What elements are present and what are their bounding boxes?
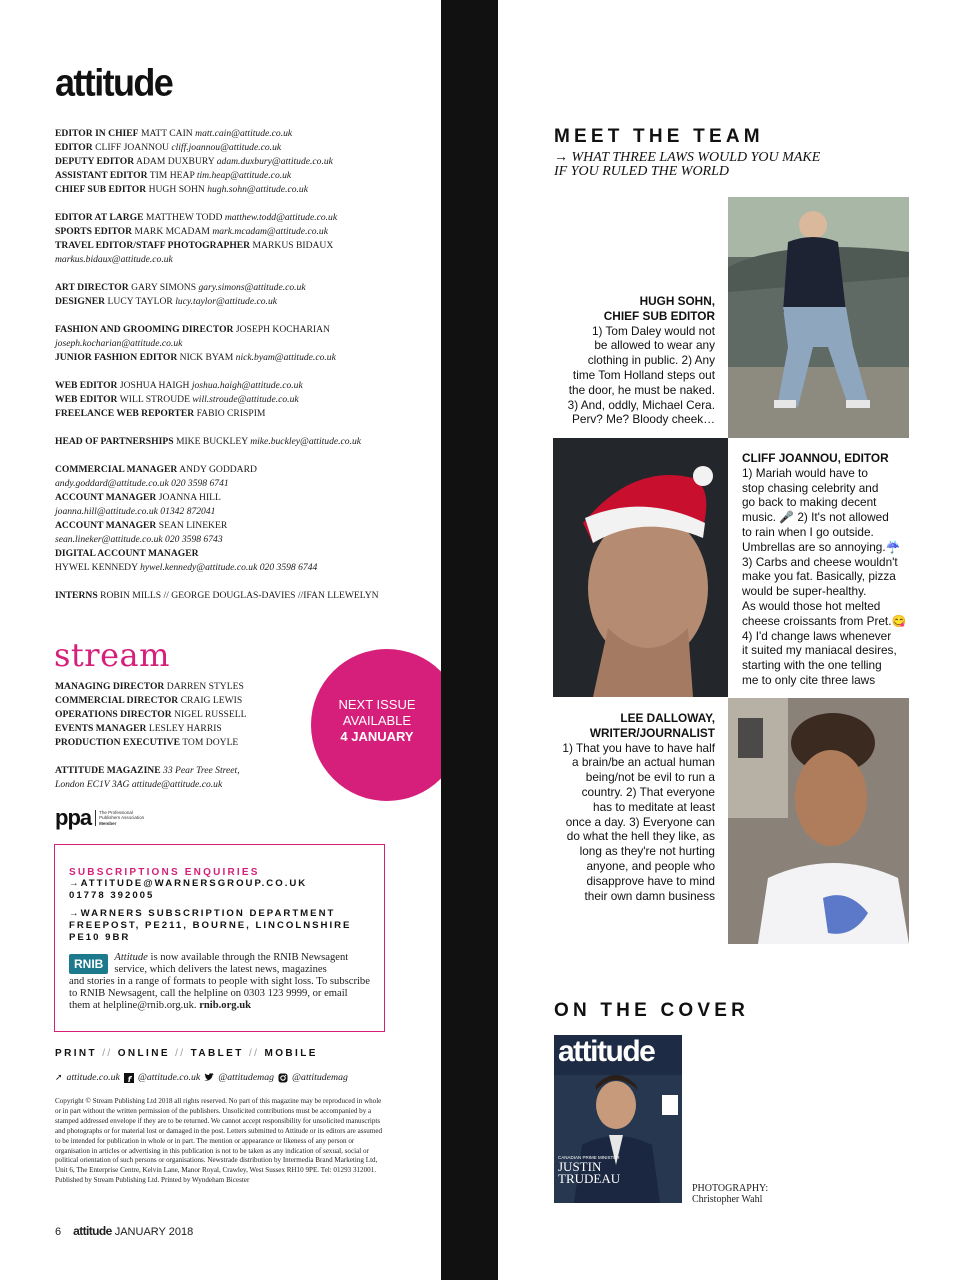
ppa-line1: The Professional [99,809,133,815]
staff-role: SPORTS EDITOR [55,226,133,237]
platform-mobile: MOBILE [264,1048,318,1059]
staff-line [55,589,425,603]
cover-name-2: TRUDEAU [558,1171,621,1186]
rnib-notice [69,952,370,976]
bio-line: clothing in public. 2) Any [587,353,715,368]
bio-line: anyone, and people who [586,858,715,873]
svg-text:f: f [127,1074,132,1083]
member-bio [552,741,715,904]
bio-line: Perv? Me? Bloody cheek… [572,412,715,427]
bio-line: 3) And, oddly, Michael Cera. [567,397,715,412]
staff-line [55,379,425,393]
bio-line: to rain when I go outside. [742,524,874,539]
member-name-line2: WRITER/JOURNALIST [589,725,715,740]
staff-email[interactable]: mike.buckley@attitude.co.uk [250,436,362,447]
staff-email[interactable]: gary.simons@attitude.co.uk [198,282,306,293]
photo-hugh [728,197,909,438]
staff-name: TIM HEAP [149,170,195,181]
team-member-hugh [552,294,715,427]
bio-line: their own damn business [584,888,715,903]
staff-line [55,547,425,561]
staff-line [55,239,425,253]
platform-sep-1: // [102,1048,113,1059]
staff-role: OPERATIONS DIRECTOR [55,709,172,720]
staff-name: NIGEL RUSSELL [174,709,247,720]
staff-group [55,463,425,575]
social-links [55,1072,348,1083]
bio-line: long as they're not hurting [579,844,715,859]
staff-role: COMMERCIAL MANAGER [55,464,178,475]
staff-line [55,491,425,505]
staff-line [55,407,425,421]
photo-credit [692,1183,768,1205]
next-issue-date: 4 JANUARY [340,729,414,744]
member-name-line1: LEE DALLOWAY, [620,711,715,725]
copyright-notice: Copyright © Stream Publishing Ltd 2018 all rights reserved. No part of this magazine may be reproduced in whole or in part without the written permission of the publishers. Unsolicited contributions must be accompanied by a stamped addressed envelope if they are to be returned. We cannot accept responsibility for unsolicited manuscripts and photographs or for material lost or damaged in the post. Letters submitted to Attitude or its editors are assumed to be intended for publication in whole or in part. The mention or appearance or likeness of any person or organisation in articles or advertising in this publication is not to be taken as any indication of sexual, social or political orientation of such persons or organisations. Newstrade distribution by Intermedia Brand Marketing Ltd, Unit 6, The Enterprise Centre, Kelvin Lane, Manor Royal, Crawley, West Sussex RH10 9PE. Tel: 01293 312001. Published by Stream Publishing Ltd. Printed by Wyndeham Bicester [55,1097,383,1185]
staff-role: DEPUTY EDITOR [55,156,135,167]
bio-line: do what the hell they like, as [566,829,715,844]
bio-line: once a day. 3) Everyone can [565,814,715,829]
bio-line: 4) I'd change laws whenever [742,628,892,643]
staff-group [55,281,425,309]
facebook-link[interactable]: @attitude.co.uk [137,1072,201,1083]
staff-email[interactable]: hugh.sohn@attitude.co.uk [207,184,308,195]
staff-email[interactable]: sean.lineker@attitude.co.uk 020 3598 6743 [55,534,223,545]
stream-staff-line [55,708,315,722]
staff-role: DIGITAL ACCOUNT MANAGER [55,548,199,559]
website-link[interactable]: attitude.co.uk [66,1072,120,1083]
platform-online: ONLINE [117,1048,170,1059]
bio-line: disapprove have to mind [586,873,715,888]
member-bio [742,466,912,688]
next-issue-line1: NEXT ISSUE [338,697,416,712]
staff-name: NICK BYAM [179,352,234,363]
staff-email[interactable]: andy.goddard@attitude.co.uk 020 3598 6741 [55,478,229,489]
staff-email[interactable]: adam.duxbury@attitude.co.uk [216,156,333,167]
staff-name: MATTHEW TODD [145,212,223,223]
staff-line [55,505,425,519]
ppa-text [95,810,144,827]
bio-line: music. 🎤 2) It's not allowed [742,510,889,525]
staff-name: MIKE BUCKLEY [175,436,248,447]
staff-line [55,295,425,309]
rnib-intro-italic: Attitude [114,952,148,963]
staff-email[interactable]: matthew.todd@attitude.co.uk [224,212,338,223]
bio-line: Umbrellas are so annoying.☔ [742,539,901,554]
member-name-line1: HUGH SOHN, [639,294,715,308]
twitter-icon [204,1073,214,1082]
bio-line: 1) Tom Daley would not [591,323,715,338]
ppa-line2: Publishers Association [99,815,145,821]
staff-line [55,253,425,267]
staff-group [55,211,425,267]
staff-name: SEAN LINEKER [158,520,228,531]
cover-image [554,1035,682,1203]
staff-name: MARK MCADAM [134,226,210,237]
ppa-member-mark [55,805,144,831]
footer-brand: attitude [73,1224,112,1238]
staff-role: FREELANCE WEB REPORTER [55,408,195,419]
staff-line [55,169,425,183]
staff-line [55,281,425,295]
staff-line [55,519,425,533]
staff-role: EVENTS MANAGER [55,723,147,734]
staff-name: LESLEY HARRIS [148,723,222,734]
platforms-line [55,1048,318,1059]
photo-credit-name: Christopher Wahl [692,1194,763,1205]
staff-role: EDITOR AT LARGE [55,212,144,223]
ppa-logo: ppa [55,805,92,830]
divider-bar [441,0,498,1280]
bio-line: As would those hot melted [742,598,881,613]
staff-role: CHIEF SUB EDITOR [55,184,147,195]
platform-sep-3: // [248,1048,260,1059]
platform-sep-2: // [175,1048,186,1059]
staff-name: FABIO CRISPIM [196,408,266,419]
staff-line [55,463,425,477]
page-number: 6 [55,1226,62,1238]
staff-role: EDITOR IN CHIEF [55,128,139,139]
staff-email[interactable]: markus.bidaux@attitude.co.uk [55,254,173,265]
rnib-intro-rest: is now available through the RNIB Newsagent service, which delivers the latest news, magazines [114,952,349,975]
platform-print: PRINT [55,1048,97,1059]
staff-role: WEB EDITOR [55,394,118,405]
staff-line [55,351,425,365]
staff-name: WILL STROUDE [119,394,190,405]
instagram-link[interactable]: @attitudemag [292,1072,348,1083]
bio-line: starting with the one telling [742,658,882,673]
stream-staff-line [55,722,315,736]
masthead-logo: attitude [55,60,173,104]
staff-line [55,533,425,547]
rnib-site-link[interactable]: rnib.org.uk [199,1000,252,1011]
bio-line: would be super-healthy. [742,584,867,599]
ppa-line3: Member [99,820,117,826]
staff-name: LUCY TAYLOR [107,296,173,307]
bio-line: has to meditate at least [593,799,715,814]
rnib-body-text: and stories in a range of formats to people with sight loss. To subscribe to RNIB Newsagent, call the helpline on 0303 123 9999, or email them at helpline@rnib.org.uk. [69,976,370,1011]
bio-line: 1) Mariah would have to [742,465,868,480]
subscriptions-phone: 01778 392005 [69,890,155,901]
staff-list [55,127,425,603]
rnib-intro [114,952,370,976]
bio-line: a brain/be an actual human [572,755,715,770]
staff-group [55,589,425,603]
staff-name: TOM DOYLE [182,737,239,748]
bio-line: being/not be evil to run a [585,770,715,785]
page-footer [55,1224,193,1238]
staff-role: ART DIRECTOR [55,282,129,293]
staff-name: MATT CAIN [140,128,193,139]
bio-line: go back to making decent [742,495,877,510]
staff-role: INTERNS [55,590,98,601]
stream-staff-line [55,680,315,694]
staff-group [55,435,425,449]
staff-line [55,435,425,449]
cover-name-1: JUSTIN [558,1159,602,1174]
next-issue-line2: AVAILABLE [342,713,412,728]
subscriptions-box [54,844,385,1032]
meet-team-subtitle-line1: → WHAT THREE LAWS WOULD YOU MAKE [554,150,821,165]
subscriptions-email[interactable]: →ATTITUDE@WARNERSGROUP.CO.UK [69,878,308,889]
staff-email[interactable]: will.stroude@attitude.co.uk [192,394,299,405]
staff-role: TRAVEL EDITOR/STAFF PHOTOGRAPHER [55,240,251,251]
staff-group [55,323,425,365]
subscriptions-address2: PE10 9BR [69,932,131,943]
staff-line [55,127,425,141]
staff-name: GARY SIMONS [131,282,197,293]
bio-line: 3) Carbs and cheese wouldn't [742,554,898,569]
staff-name: JOANNA HILL [158,492,221,503]
staff-role: FASHION AND GROOMING DIRECTOR [55,324,234,335]
staff-role: ACCOUNT MANAGER [55,520,157,531]
staff-group [55,127,425,197]
member-name-line1: CLIFF JOANNOU, EDITOR [742,451,889,465]
next-issue-label [313,697,441,745]
meet-team-title: MEET THE TEAM [554,126,764,147]
meet-team-subtitle-line2: IF YOU RULED THE WORLD [554,164,729,179]
stream-staff-line [55,736,315,750]
staff-role: JUNIOR FASHION EDITOR [55,352,178,363]
member-name-line2: CHIEF SUB EDITOR [603,308,715,323]
bio-line: cheese croissants from Pret.😋 [742,613,907,628]
member-bio [552,324,715,428]
staff-name: MARKUS BIDAUX [252,240,334,251]
cover-kicker: CANADIAN PRIME MINISTER [558,1155,620,1160]
staff-role: DESIGNER [55,296,106,307]
staff-name: ANDY GODDARD [179,464,257,475]
bio-line: stop chasing celebrity and [742,480,879,495]
rnib-body [69,976,370,1012]
bio-line: be allowed to wear any [594,338,715,353]
photo-credit-label: PHOTOGRAPHY: [692,1183,769,1194]
bio-line: 1) That you have to have half [562,740,715,755]
staff-name: JOSEPH KOCHARIAN [235,324,330,335]
staff-line [55,183,425,197]
team-member-lee [552,711,715,903]
subscriptions-address1: FREEPOST, PE211, BOURNE, LINCOLNSHIRE [69,920,352,931]
staff-role: MANAGING DIRECTOR [55,681,165,692]
staff-email[interactable]: matt.cain@attitude.co.uk [195,128,293,139]
cursor-icon: ➚ [55,1072,63,1083]
staff-name: ROBIN MILLS // GEORGE DOUGLAS-DAVIES //IFAN LLEWELYN [100,590,379,601]
address-line1: 33 Pear Tree Street, [163,765,240,776]
staff-email[interactable]: tim.heap@attitude.co.uk [196,170,292,181]
staff-line [55,155,425,169]
subscriptions-dept: →WARNERS SUBSCRIPTION DEPARTMENT [69,908,336,919]
team-member-cliff [742,451,912,688]
photo-cliff [553,438,728,697]
staff-name: DARREN STYLES [166,681,244,692]
cover-logo: attitude [558,1035,655,1068]
staff-email[interactable]: mark.mcadam@attitude.co.uk [212,226,328,237]
rnib-logo: RNIB [69,954,108,974]
staff-email[interactable]: joseph.kocharian@attitude.co.uk [55,338,183,349]
bio-line: the door, he must be naked. [568,382,715,397]
staff-email[interactable]: cliff.joannou@attitude.co.uk [171,142,282,153]
stream-staff-list [55,680,315,750]
staff-role: COMMERCIAL DIRECTOR [55,695,179,706]
stream-logo: stream [54,636,170,674]
meet-team-subtitle [554,151,820,179]
bio-line: make you fat. Basically, pizza [742,569,896,584]
staff-line [55,337,425,351]
staff-name: CRAIG LEWIS [180,695,243,706]
staff-name: ADAM DUXBURY [136,156,215,167]
address-line2: London EC1V 3AG attitude@attitude.co.uk [55,779,223,790]
instagram-icon [278,1073,288,1083]
staff-name: JOSHUA HAIGH [119,380,190,391]
magazine-address [55,764,305,792]
twitter-link[interactable]: @attitudemag [218,1072,275,1083]
staff-line [55,225,425,239]
staff-line [55,561,425,575]
staff-line [55,211,425,225]
staff-line [55,323,425,337]
staff-name: HUGH SOHN [148,184,205,195]
staff-role: PRODUCTION EXECUTIVE [55,737,180,748]
stream-staff-line [55,694,315,708]
address-label: ATTITUDE MAGAZINE [55,765,161,776]
staff-email[interactable]: joshua.haigh@attitude.co.uk [191,380,303,391]
staff-role: ACCOUNT MANAGER [55,492,157,503]
staff-group [55,379,425,421]
staff-line [55,393,425,407]
staff-line [55,477,425,491]
staff-email[interactable]: lucy.taylor@attitude.co.uk [175,296,277,307]
platform-tablet: TABLET [190,1048,244,1059]
staff-email[interactable]: hywel.kennedy@attitude.co.uk 020 3598 6744 [140,562,318,573]
staff-role: EDITOR [55,142,93,153]
bio-line: me to only cite three laws [742,672,876,687]
staff-name: CLIFF JOANNOU [95,142,169,153]
staff-email[interactable]: joanna.hill@attitude.co.uk 01342 872041 [55,506,216,517]
facebook-icon [124,1073,134,1083]
staff-email[interactable]: nick.byam@attitude.co.uk [235,352,336,363]
staff-role: HEAD OF PARTNERSHIPS [55,436,174,447]
on-cover-title: ON THE COVER [554,1000,750,1021]
footer-issue: JANUARY 2018 [114,1226,194,1238]
bio-line: country. 2) That everyone [581,784,715,799]
bio-line: time Tom Holland steps out [572,367,715,382]
staff-line [55,141,425,155]
bio-line: it suited my maniacal desires, [742,643,897,658]
staff-name: HYWEL KENNEDY [55,562,138,573]
staff-role: WEB EDITOR [55,380,118,391]
photo-lee [728,698,909,944]
subscriptions-title: SUBSCRIPTIONS ENQUIRIES [69,867,260,878]
staff-role: ASSISTANT EDITOR [55,170,148,181]
